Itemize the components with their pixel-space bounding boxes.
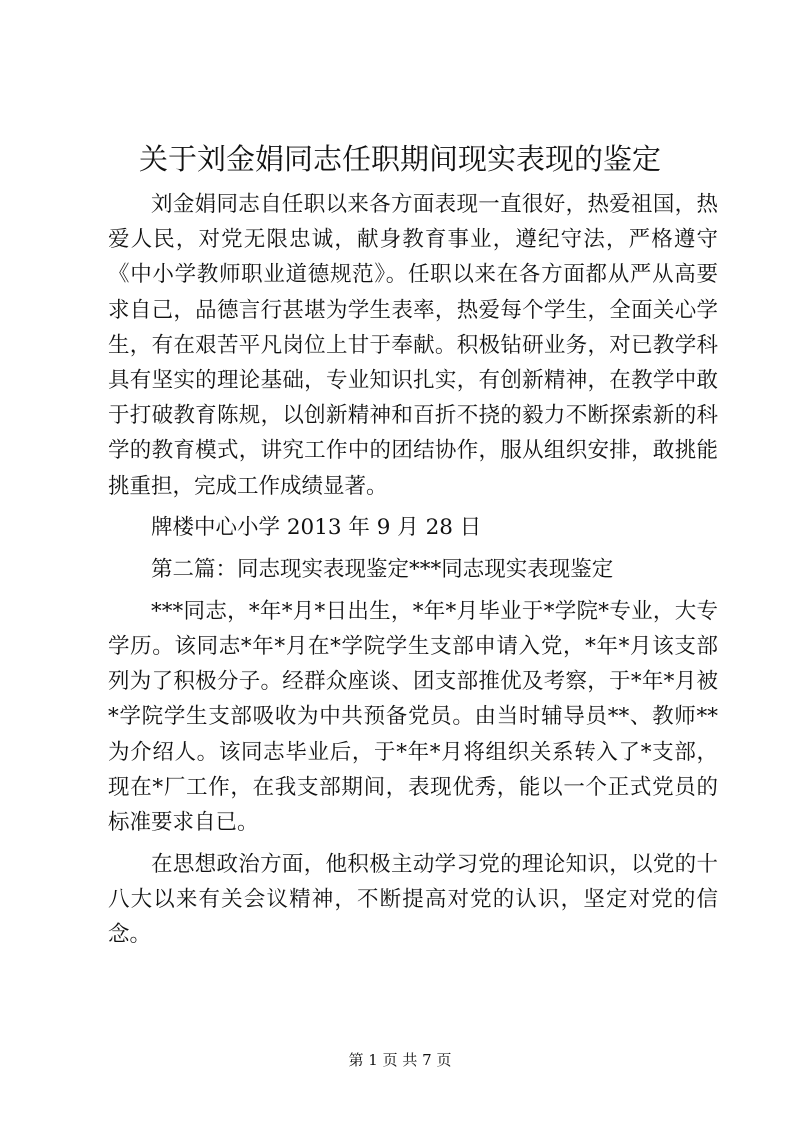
paragraph-signature-date: 牌楼中心小学 2013 年 9 月 28 日 <box>151 515 482 541</box>
document-body <box>108 187 718 952</box>
paragraph-political-thought: 在思想政治方面，他积极主动学习党的理论知识，以党的十八大以来有关会议精神，不断提高对党的认识，坚定对党的信念。 <box>108 851 718 948</box>
document-title: 关于刘金娟同志任职期间现实表现的鉴定 <box>138 142 661 176</box>
paragraph-comrade-background: ***同志，*年*月*日出生，*年*月毕业于*学院*专业，大专学历。该同志*年*月在*学院学生支部申请入党，*年*月该支部列为了积极分子。经群众座谈、团支部推优及考察，于*年*月被*学院学生支部吸收为中共预备党员。由当时辅导员**、教师**为介绍人。该同志毕业后，于*年*月将组织关系转入了*支部，现在*厂工作，在我支部期间，表现优秀，能以一个正式党员的标准要求自已。 <box>108 598 718 835</box>
paragraph-appraisal: 刘金娟同志自任职以来各方面表现一直很好，热爱祖国，热爱人民，对党无限忠诚，献身教育事业，遵纪守法，严格遵守《中小学教师职业道德规范》。任职以来在各方面都从严从高要求自己，品德言行甚堪为学生表率，热爱每个学生，全面关心学生，有在艰苦平凡岗位上甘于奉献。积极钻研业务，对已教学科具有坚实的理论基础，专业知识扎实，有创新精神，在教学中敢于打破教育陈规，以创新精神和百折不挠的毅力不断探索新的科学的教育模式，讲究工作中的团结协作，服从组织安排，敢挑能挑重担，完成工作成绩显著。 <box>108 192 718 499</box>
paragraph-second-section-heading: 第二篇：同志现实表现鉴定***同志现实表现鉴定 <box>151 557 614 583</box>
page-footer: 第 1 页 共 7 页 <box>348 1051 452 1069</box>
